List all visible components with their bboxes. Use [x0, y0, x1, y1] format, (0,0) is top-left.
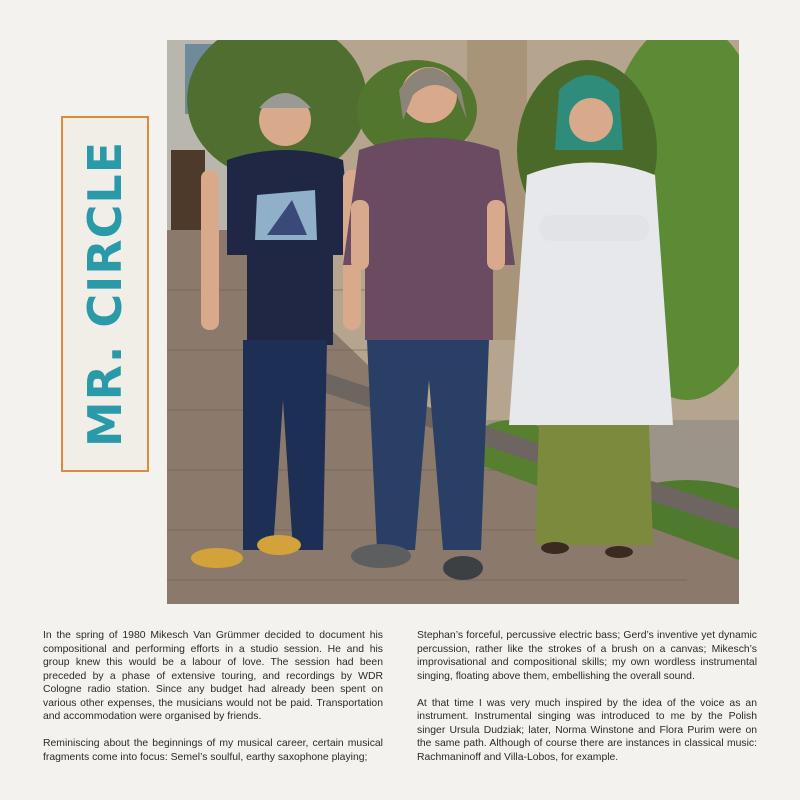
paragraph: Stephan’s forceful, percussive electric bass; Gerd’s inventive yet dynamic percussion, rather like the strokes of a brush on a canvas; Mikesch’s improvisational and compositional skills; my own wordless instrumental singing, floating above them, embellishing the overall sound. — [417, 630, 757, 682]
text-column-right — [417, 629, 757, 778]
page-title: MR. CIRCLE — [78, 140, 132, 448]
paragraph: At that time I was very much inspired by the idea of the voice as an instrument. Instrumental singing was introduced to me by the Polish singer Ursula Dudziak; later, Norma Winstone and Flora Purim were on the same path. Although of course there are instances in classical music: Rachmaninoff and Villa-Lobos, for example. — [417, 697, 757, 763]
body-text — [43, 629, 757, 778]
band-photo — [167, 40, 739, 604]
title-box — [61, 116, 149, 472]
text-column-left — [43, 629, 383, 778]
paragraph: Reminiscing about the beginnings of my musical career, certain musical fragments come into focus: Semel’s soulful, earthy saxophone playing; — [43, 738, 383, 763]
paragraph: In the spring of 1980 Mikesch Van Grümmer decided to document his compositional and performing efforts in a studio session. He and his group knew this would be a labour of love. The session had been preceded by a phase of extensive touring, and recordings by WDR Cologne radio station. Since any budget had already been spent on various other expenses, the musicians would not be paid. Transportation and accommodation were organised by friends. — [43, 630, 383, 722]
